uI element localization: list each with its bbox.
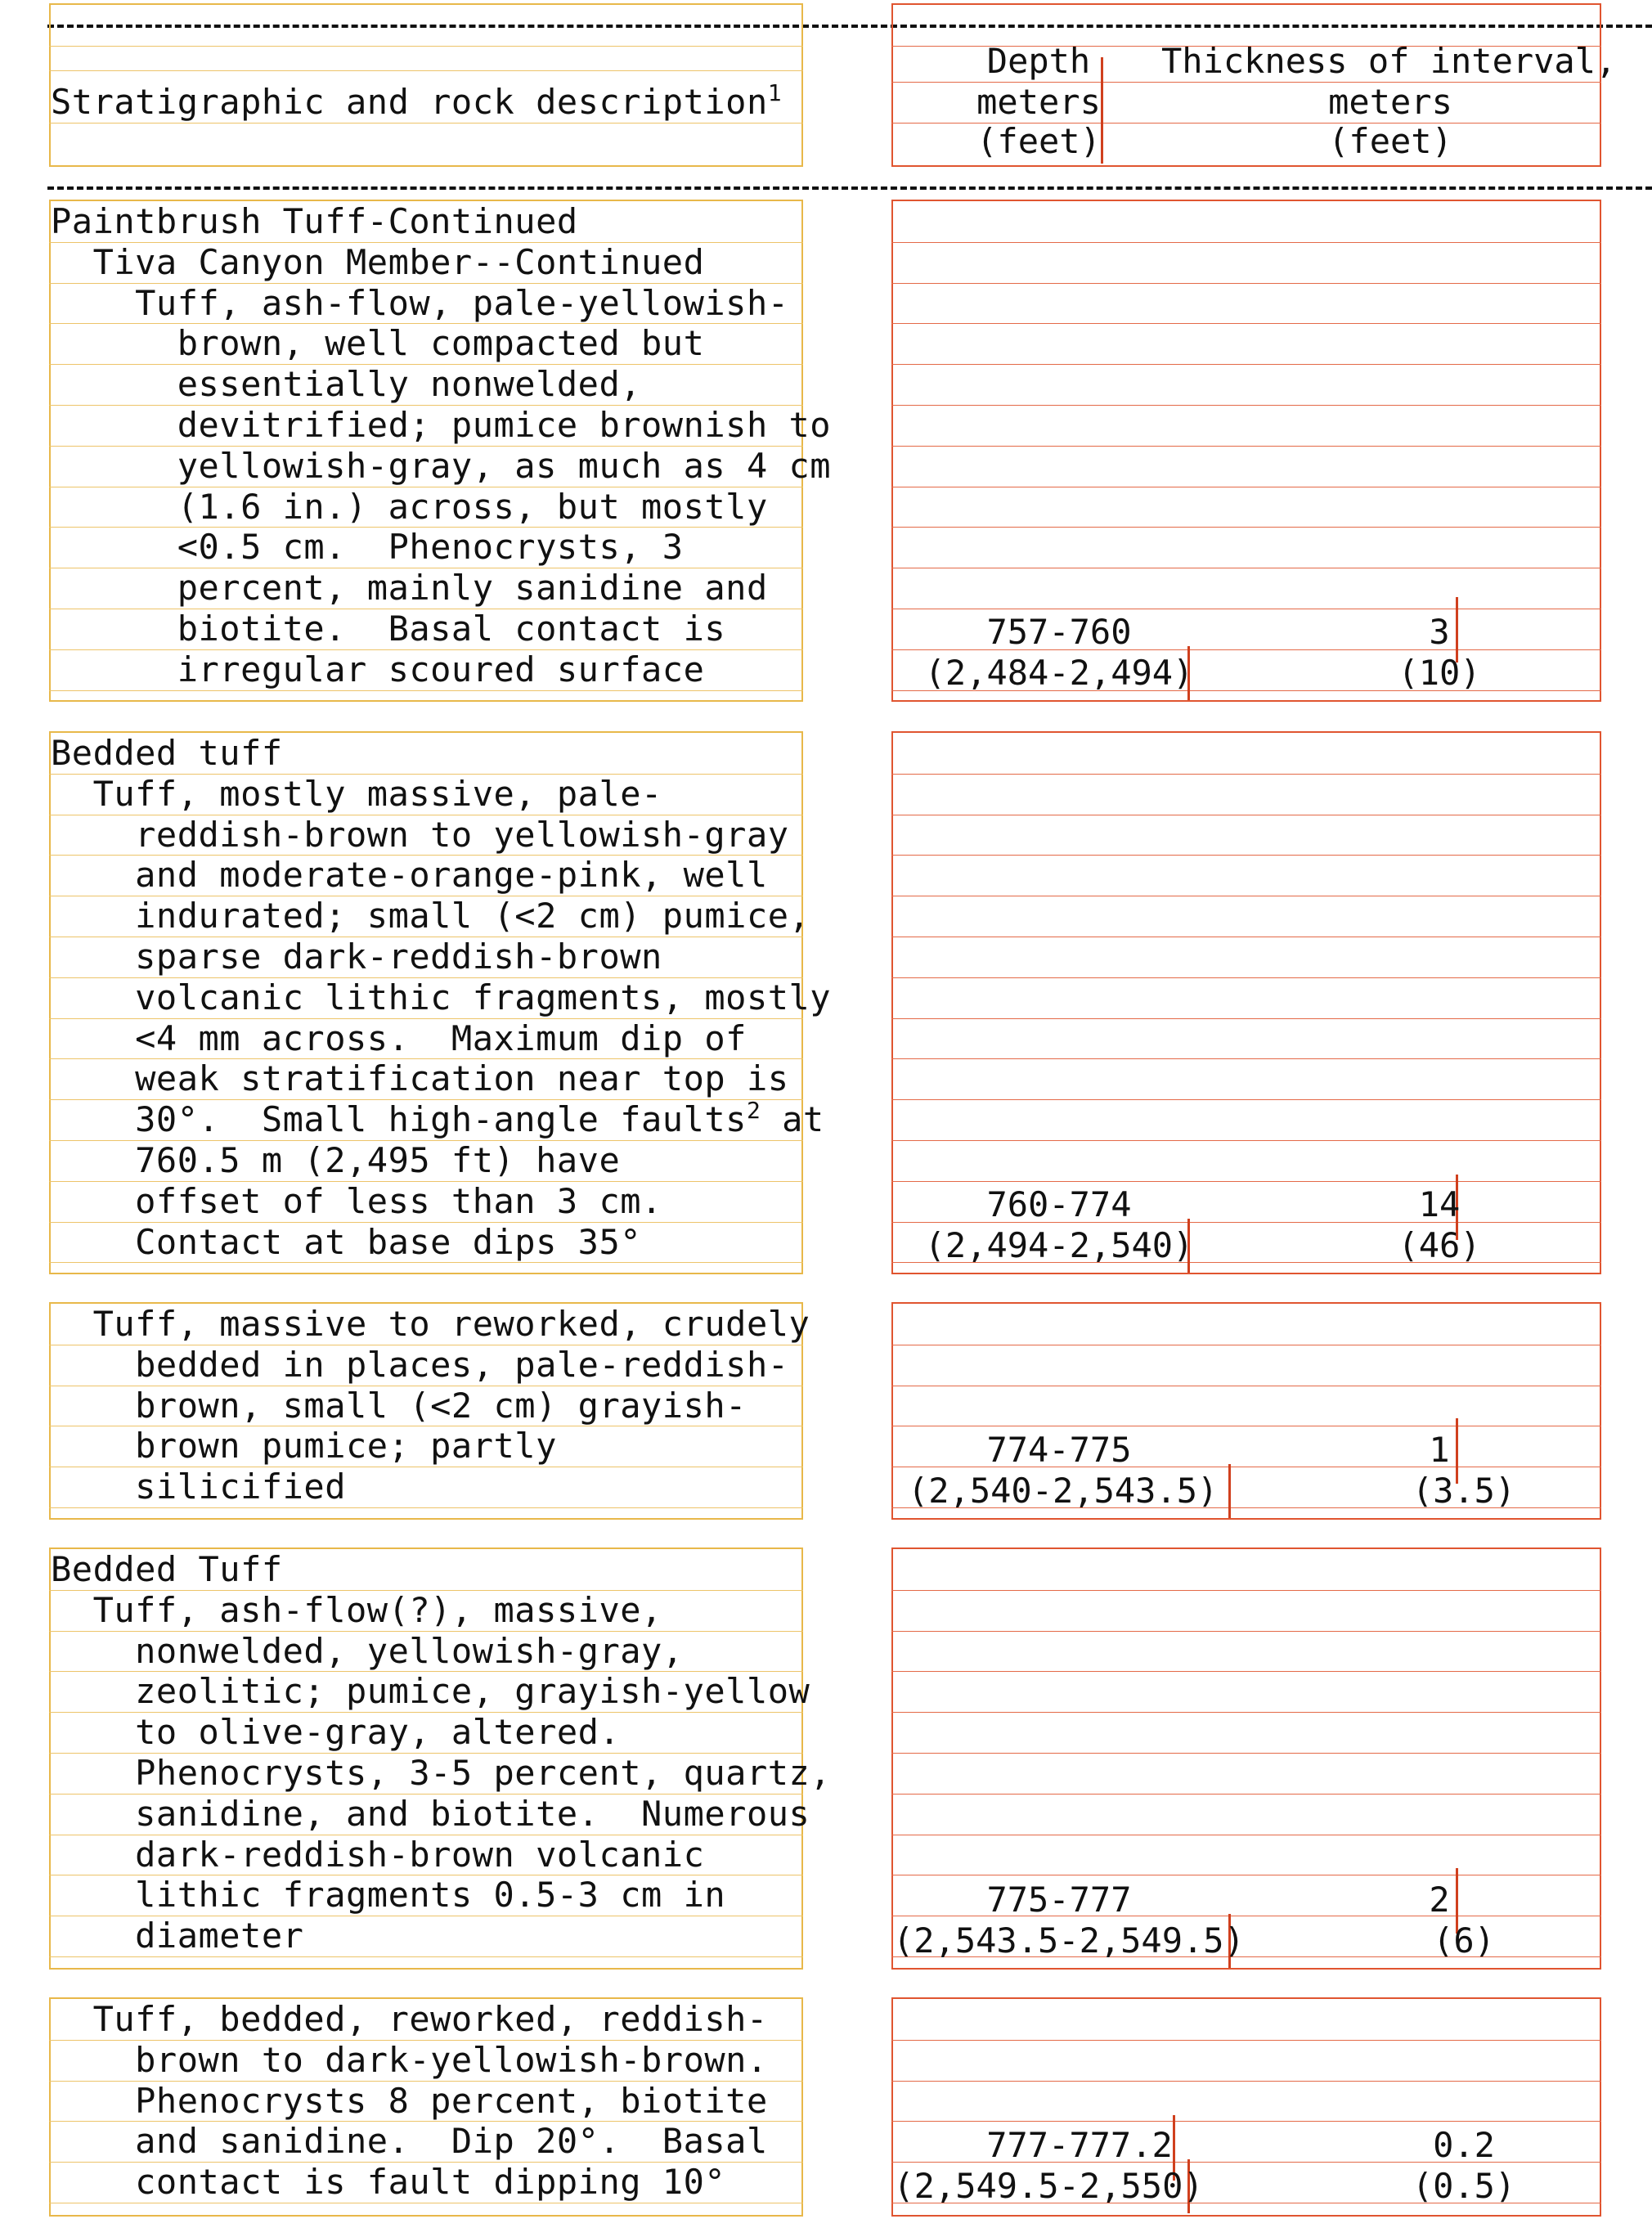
description-line: and moderate-orange-pink, well <box>51 855 768 896</box>
row-guide <box>891 364 1601 365</box>
description-line: brown, small (<2 cm) grayish- <box>51 1385 747 1426</box>
row-guide <box>891 855 1601 856</box>
description-line: nonwelded, yellowish-gray, <box>51 1630 684 1671</box>
description-line: Tuff, mostly massive, pale- <box>51 773 662 814</box>
section-5-thickness-meters: 0.2 <box>1433 2125 1495 2165</box>
thickness-header-line3: (feet) <box>1328 121 1452 161</box>
column-title-description: Stratigraphic and rock description$^1$ <box>51 79 783 122</box>
description-line: contact is fault dipping 10° <box>51 2162 726 2203</box>
section-2-thickness-meters: 14 <box>1418 1184 1461 1224</box>
depth-header-line1: Depth <box>986 41 1091 81</box>
description-line: biotite. Basal contact is <box>51 609 726 649</box>
description-line: sparse dark-reddish-brown <box>51 937 662 977</box>
description-line: and sanidine. Dip 20°. Basal <box>51 2121 768 2162</box>
section-4-thickness-meters: 2 <box>1429 1880 1450 1920</box>
section-4-depth-feet: (2,543.5-2,549.5) <box>893 1920 1245 1961</box>
section-1-thickness-meters: 3 <box>1429 612 1450 652</box>
description-line: lithic fragments 0.5-3 cm in <box>51 1875 726 1916</box>
section-5-depth-feet: (2,549.5-2,550) <box>893 2166 1204 2206</box>
description-line: irregular scoured surface <box>51 649 705 690</box>
description-line: Phenocrysts 8 percent, biotite <box>51 2080 768 2121</box>
depth-header-line3: (feet) <box>976 121 1101 161</box>
description-line: zeolitic; pumice, grayish-yellow <box>51 1671 810 1712</box>
description-line: reddish-brown to yellowish-gray <box>51 814 789 855</box>
description-line: Bedded Tuff <box>51 1549 283 1589</box>
description-line: Phenocrysts, 3-5 percent, quartz, <box>51 1753 832 1793</box>
row-guide <box>891 405 1601 406</box>
row-guide <box>891 1058 1601 1059</box>
row-guide <box>891 774 1601 775</box>
description-line: <4 mm across. Maximum dip of <box>51 1017 747 1058</box>
row-guide <box>891 323 1601 324</box>
thickness-header-line2: meters <box>1328 82 1452 122</box>
description-line: Tiva Canyon Member--Continued <box>51 241 705 282</box>
section-4-depth-meters: 775-777 <box>986 1880 1132 1920</box>
description-line: silicified <box>51 1467 347 1507</box>
row-guide <box>891 1140 1601 1141</box>
row-guide <box>891 242 1601 243</box>
description-line: essentially nonwelded, <box>51 364 642 405</box>
row-guide <box>891 527 1601 528</box>
row-guide <box>891 1753 1601 1754</box>
row-guide <box>891 283 1601 284</box>
description-line: indurated; small (<2 cm) pumice, <box>51 896 810 937</box>
description-line: weak stratification near top is <box>51 1058 789 1099</box>
description-line: Bedded tuff <box>51 733 283 773</box>
section-4-thickness-feet: (6) <box>1433 1920 1495 1961</box>
section-1-thickness-feet: (10) <box>1398 653 1481 693</box>
section-1-depth-meters: 757-760 <box>986 612 1132 652</box>
description-line: brown, well compacted but <box>51 323 705 364</box>
section-5-thickness-feet: (0.5) <box>1412 2166 1516 2206</box>
description-line: brown pumice; partly <box>51 1426 557 1467</box>
description-line: volcanic lithic fragments, mostly <box>51 977 832 1017</box>
row-guide <box>891 1181 1601 1182</box>
row-guide <box>891 977 1601 978</box>
section-2-depth-feet: (2,494-2,540) <box>924 1225 1194 1265</box>
description-line: devitrified; pumice brownish to <box>51 405 832 445</box>
section-2-thickness-feet: (46) <box>1398 1225 1481 1265</box>
description-line: Tuff, ash-flow, pale-yellowish- <box>51 282 789 323</box>
section-3-thickness-meters: 1 <box>1429 1430 1450 1470</box>
section-5-depth-meters: 777-777.2 <box>986 2125 1173 2165</box>
row-guide <box>891 1018 1601 1019</box>
description-line: sanidine, and biotite. Numerous <box>51 1793 810 1834</box>
row-guide <box>891 1794 1601 1795</box>
description-line: diameter <box>51 1916 304 1956</box>
description-line: (1.6 in.) across, but mostly <box>51 486 768 527</box>
description-line: Paintbrush Tuff-Continued <box>51 201 578 241</box>
description-line: yellowish-gray, as much as 4 cm <box>51 445 832 486</box>
row-guide <box>891 1099 1601 1100</box>
description-line: 30°. Small high-angle faults$^2$ at <box>51 1097 824 1140</box>
description-line: Tuff, ash-flow(?), massive, <box>51 1589 662 1630</box>
row-guide <box>891 1631 1601 1632</box>
description-line: <0.5 cm. Phenocrysts, 3 <box>51 527 684 568</box>
description-line: Tuff, bedded, reworked, reddish- <box>51 1999 768 2039</box>
section-3-depth-meters: 774-775 <box>986 1430 1132 1470</box>
description-line: Contact at base dips 35° <box>51 1221 642 1262</box>
section-3-thickness-feet: (3.5) <box>1412 1471 1516 1511</box>
description-line: bedded in places, pale-reddish- <box>51 1344 789 1385</box>
row-guide <box>891 2040 1601 2041</box>
row-guide <box>891 2081 1601 2082</box>
description-line: brown to dark-yellowish-brown. <box>51 2039 768 2080</box>
description-line: to olive-gray, altered. <box>51 1712 621 1753</box>
description-line: Tuff, massive to reworked, crudely <box>51 1304 810 1344</box>
thickness-header-line1: Thickness of interval, <box>1161 41 1617 81</box>
row-guide <box>891 446 1601 447</box>
row-guide <box>891 2121 1601 2122</box>
section-2-depth-meters: 760-774 <box>986 1184 1132 1224</box>
description-line: dark-reddish-brown volcanic <box>51 1834 705 1875</box>
row-guide <box>891 1590 1601 1591</box>
depth-header-line2: meters <box>976 82 1101 122</box>
section-1-depth-feet: (2,484-2,494) <box>924 653 1194 693</box>
description-line: 760.5 m (2,495 ft) have <box>51 1140 621 1180</box>
header-bottom-rule <box>47 186 1652 190</box>
description-line: offset of less than 3 cm. <box>51 1180 662 1221</box>
row-guide <box>891 1712 1601 1713</box>
description-line: percent, mainly sanidine and <box>51 568 768 609</box>
row-guide <box>891 1671 1601 1672</box>
section-3-depth-feet: (2,540-2,543.5) <box>908 1471 1219 1511</box>
